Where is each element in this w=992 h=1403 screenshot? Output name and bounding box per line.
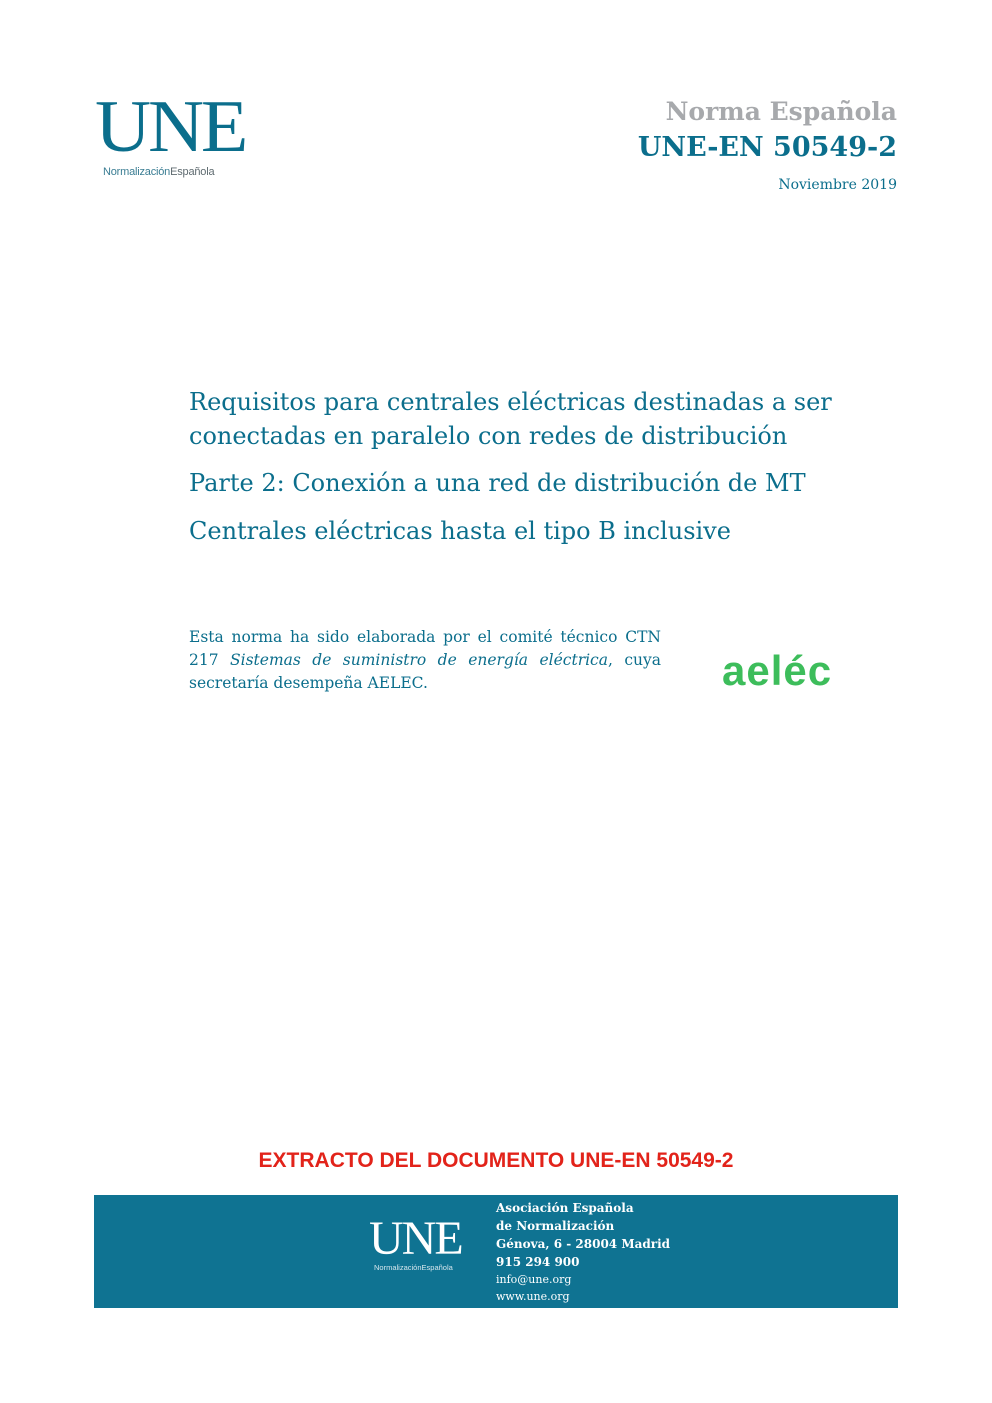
footer-org-line-1: Asociación Española — [496, 1201, 634, 1215]
standard-header — [638, 95, 897, 193]
title-subtitle: Centrales eléctricas hasta el tipo B inclusive — [189, 517, 731, 545]
footer-street-address: Génova, 6 - 28004 Madrid — [496, 1237, 671, 1251]
footer-address — [496, 1199, 670, 1305]
footer-logo-tagline: NormalizaciónEspañola — [374, 1263, 453, 1272]
committee-statement — [189, 626, 661, 695]
committee-text-2: , cuya secretaría desempeña AELEC. — [189, 651, 661, 692]
title-part: Parte 2: Conexión a una red de distribución de MT — [189, 469, 806, 497]
une-logo — [95, 86, 246, 180]
aelec-logo: aeléc — [722, 647, 833, 694]
une-logo-tag-espanola: Española — [170, 166, 215, 178]
footer-logo-letters: UNE — [369, 1212, 462, 1265]
committee-name: Sistemas de suministro de energía eléctrica — [230, 651, 608, 669]
footer-org-line-2: de Normalización — [496, 1219, 615, 1233]
norma-label: Norma Española — [665, 97, 897, 126]
une-logo-letters: UNE — [95, 86, 246, 168]
footer-une-logo — [369, 1212, 479, 1272]
footer-email-link[interactable]: info@une.org — [496, 1273, 572, 1286]
footer-phone: 915 294 900 — [496, 1255, 580, 1269]
publication-date: Noviembre 2019 — [778, 177, 897, 193]
footer-band — [94, 1195, 898, 1308]
document-title — [189, 385, 889, 548]
une-logo-tag-normalizacion: Normalización — [103, 166, 171, 178]
footer-web-link[interactable]: www.une.org — [496, 1290, 570, 1303]
standard-code: UNE-EN 50549-2 — [637, 132, 897, 163]
title-main: Requisitos para centrales eléctricas destinadas a ser conectadas en paralelo con redes de distribución — [189, 388, 832, 450]
extract-notice: EXTRACTO DEL DOCUMENTO UNE-EN 50549-2 — [258, 1149, 734, 1172]
committee-text-1: Esta norma ha sido elaborada por el comité técnico CTN 217 — [189, 628, 661, 669]
